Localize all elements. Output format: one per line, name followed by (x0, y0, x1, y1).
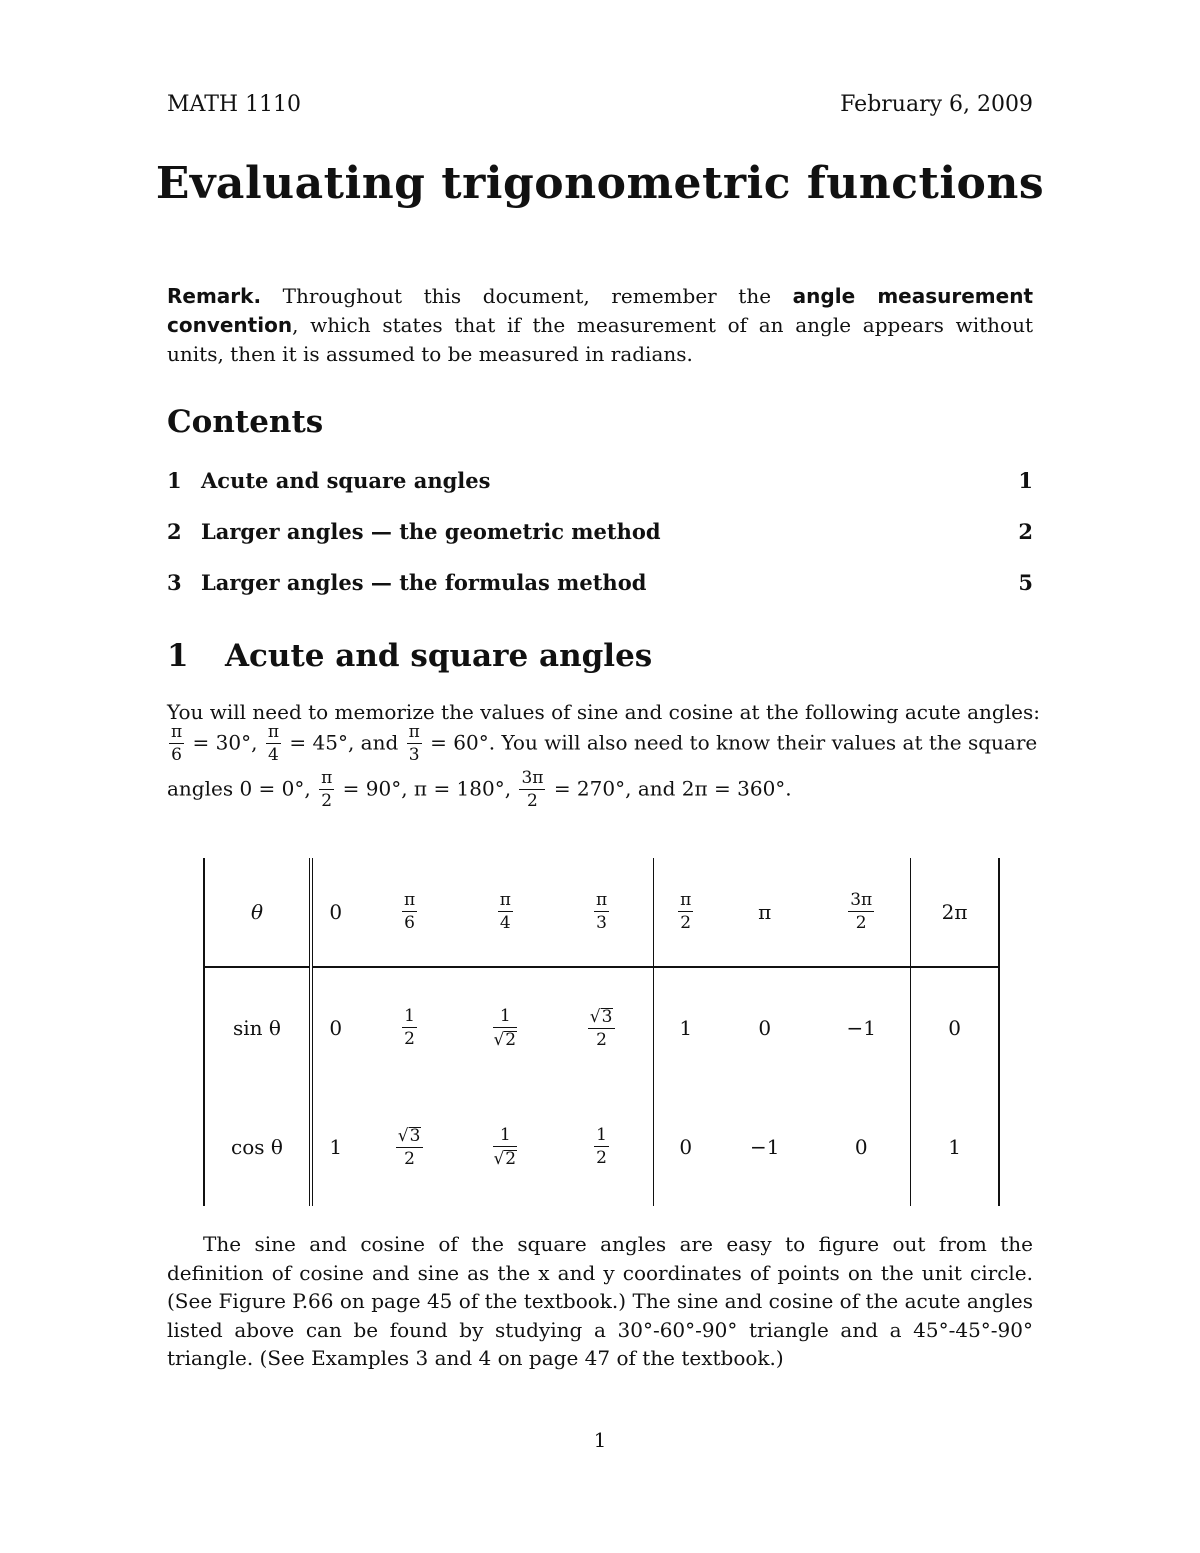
toc-number: 3 (167, 570, 182, 595)
toc-number: 2 (167, 519, 182, 544)
sin-cell: 1 (679, 1016, 693, 1040)
course-code: MATH 1110 (167, 92, 302, 117)
cos-cell: $\frac{1}{√2}$ (493, 1124, 517, 1169)
cos-label: cos θ (204, 1088, 311, 1206)
sin-cell: 0 (329, 1016, 343, 1040)
section-title: Acute and square angles (225, 638, 653, 674)
intro-text: = 270°, and 2π = 360°. (553, 776, 792, 801)
intro-text: = 60°. You will also need to know their values at the square (430, 730, 1038, 755)
angle-cell: $\frac{\pi}{4}$ (461, 858, 550, 967)
cos-cell: $\frac{1}{2}$ (550, 1088, 654, 1206)
cos-cell: $\frac{√3}{2}$ (359, 1088, 461, 1206)
sin-label: sin θ (204, 967, 311, 1088)
toc-page[interactable]: 5 (1018, 570, 1033, 595)
fraction: $\frac{\pi}{6}$ (171, 722, 183, 765)
angle-cell: $\frac{\pi}{3}$ (550, 858, 654, 967)
sin-cell: $\frac{1}{2}$ (404, 1006, 415, 1049)
document-date: February 6, 2009 (840, 92, 1033, 117)
angle-row (204, 858, 999, 967)
remark-label: Remark. (167, 284, 262, 308)
cos-cell: 0 (812, 1088, 910, 1206)
section-number: 1 (167, 638, 189, 674)
sin-cell: 0 (758, 1016, 772, 1040)
cos-cell: −1 (749, 1135, 780, 1159)
cos-cell: 0 (679, 1135, 693, 1159)
cos-row (204, 1088, 999, 1206)
intro-text: = 30°, (192, 730, 258, 755)
toc-label[interactable]: Acute and square angles (201, 468, 491, 493)
angle-cell: 2π (911, 858, 999, 967)
cos-cell: 1 (329, 1135, 343, 1159)
angle-cell: 0 (311, 858, 359, 967)
toc-number: 1 (167, 468, 182, 493)
sin-row (204, 967, 999, 1088)
intro-line-3 (167, 770, 792, 810)
toc-page[interactable]: 2 (1018, 519, 1033, 544)
intro-line-2 (167, 724, 1037, 764)
sin-cell: $\frac{√3}{2}$ (550, 967, 654, 1088)
remark-text-2: , which states that if the measurement of an angle appears without units, then it is assumed to be measured in radians. (167, 313, 1033, 366)
contents-heading: Contents (167, 404, 324, 440)
section-heading (167, 638, 652, 674)
sin-cell: 0 (911, 967, 999, 1088)
intro-text: = 45°, and (289, 730, 399, 755)
cos-cell: 1 (911, 1088, 999, 1206)
angle-cell: $\frac{3\pi}{2}$ (812, 858, 910, 967)
toc-page[interactable]: 1 (1018, 468, 1033, 493)
fraction: $\frac{3\pi}{2}$ (521, 768, 544, 811)
remark-text-1: Throughout this document, remember the (261, 284, 793, 308)
intro-line-1: You will need to memorize the values of sine and cosine at the following acute angles: (167, 700, 1040, 724)
angle-cell: $\frac{\pi}{2}$ (654, 858, 718, 967)
sin-cell: −1 (812, 967, 910, 1088)
theta-header: θ (204, 858, 311, 967)
page-number: 1 (593, 1428, 607, 1452)
body-paragraph: The sine and cosine of the square angles are easy to figure out from the definition of cosine and sine as the x and y coordinates of points on the unit circle. (See Figure P.66 on page 45 of the textbook.) The sine and cosine of the acute angles listed above can be found by studying a 30°-60°-90° triangle and a 45°-45°-90° triangle. (See Examples 3 and 4 on page 47 of the textbook.) (167, 1232, 1033, 1371)
remark-bold-phrase: angle measurement convention (167, 284, 1033, 337)
remark-paragraph (167, 282, 1033, 369)
intro-text: = 90°, π = 180°, (342, 776, 512, 801)
angle-cell: $\frac{\pi}{6}$ (359, 858, 461, 967)
fraction: $\frac{\pi}{4}$ (267, 722, 280, 765)
angle-cell: π (717, 858, 812, 967)
intro-text: angles 0 = 0°, (167, 776, 311, 801)
document-title: Evaluating trigonometric functions (155, 158, 1045, 209)
toc-label[interactable]: Larger angles — the formulas method (201, 570, 647, 595)
trig-values-table (203, 858, 1000, 1206)
toc-label[interactable]: Larger angles — the geometric method (201, 519, 661, 544)
fraction: $\frac{\pi}{3}$ (408, 722, 420, 765)
sin-cell: $\frac{1}{√2}$ (493, 1005, 517, 1050)
fraction: $\frac{\pi}{2}$ (321, 768, 333, 811)
